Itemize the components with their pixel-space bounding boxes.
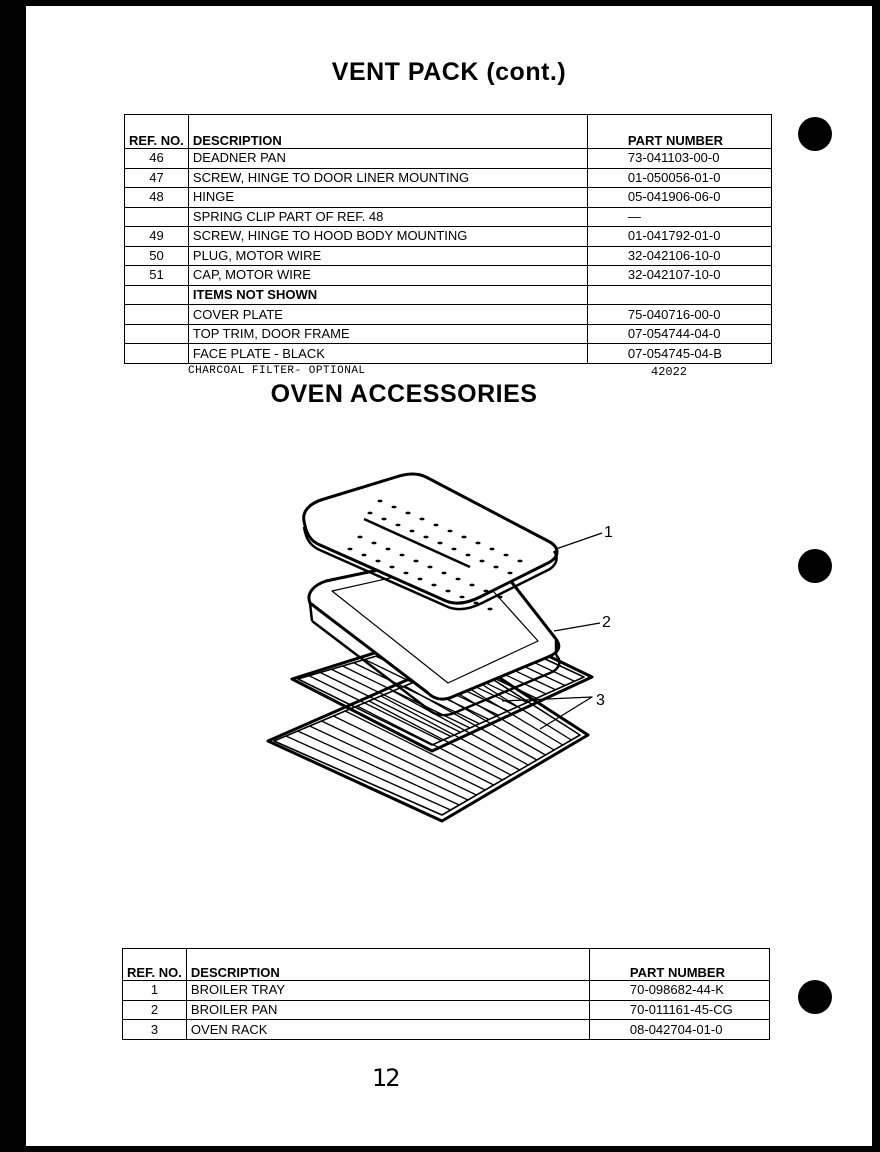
table-row [125, 227, 772, 247]
ref-no-cell: 3 [123, 1020, 187, 1040]
ref-no-cell: 51 [125, 266, 189, 286]
vent-pack-title: VENT PACK (cont.) [331, 58, 567, 86]
ref-no-cell: 49 [125, 227, 189, 247]
ref-no-cell [125, 305, 189, 325]
binder-hole [798, 549, 832, 583]
table-row [125, 188, 772, 208]
part-number-header: PART NUMBER [589, 949, 769, 981]
part-number-cell: 07-054745-04-B [587, 344, 771, 364]
table-row [125, 344, 772, 364]
ref-no-cell [125, 344, 189, 364]
part-number-cell: 73-041103-00-0 [587, 149, 771, 169]
charcoal-filter-note: CHARCOAL FILTER- OPTIONAL [188, 365, 366, 377]
description-cell: CAP, MOTOR WIRE [188, 266, 587, 286]
description-cell: BROILER TRAY [186, 981, 589, 1001]
part-number-cell: 32-042107-10-0 [587, 266, 771, 286]
ref-no-cell: 1 [123, 981, 187, 1001]
table-row [125, 246, 772, 266]
ref-no-cell [125, 207, 189, 227]
description-cell: SCREW, HINGE TO HOOD BODY MOUNTING [188, 227, 587, 247]
table-row [123, 1000, 770, 1020]
ref-no-cell: 48 [125, 188, 189, 208]
part-number-cell: 70-011161-45-CG [589, 1000, 769, 1020]
description-cell: HINGE [188, 188, 587, 208]
description-cell: PLUG, MOTOR WIRE [188, 246, 587, 266]
description-cell: SCREW, HINGE TO DOOR LINER MOUNTING [188, 168, 587, 188]
oven-accessories-illustration [256, 461, 636, 841]
ref-no-header: REF. NO. [123, 949, 187, 981]
ref-no-cell [125, 324, 189, 344]
ref-no-header: REF. NO. [125, 115, 189, 149]
table-header-row [125, 115, 772, 149]
description-cell: BROILER PAN [186, 1000, 589, 1020]
parts-page [26, 6, 872, 1146]
description-cell: TOP TRIM, DOOR FRAME [188, 324, 587, 344]
ref-no-cell [125, 285, 189, 305]
part-number-cell: 05-041906-06-0 [587, 188, 771, 208]
part-number-cell: 75-040716-00-0 [587, 305, 771, 325]
description-header: DESCRIPTION [188, 115, 587, 149]
description-cell: COVER PLATE [188, 305, 587, 325]
part-number-cell [587, 285, 771, 305]
vent-pack-parts-table [124, 114, 772, 364]
description-cell: SPRING CLIP PART OF REF. 48 [188, 207, 587, 227]
description-header: DESCRIPTION [186, 949, 589, 981]
binder-hole [798, 980, 832, 1014]
page-number: 12 [372, 1064, 399, 1092]
table-row [123, 1020, 770, 1040]
part-number-header: PART NUMBER [587, 115, 771, 149]
ref-no-cell: 2 [123, 1000, 187, 1020]
table-header-row [123, 949, 770, 981]
part-number-cell: 07-054744-04-0 [587, 324, 771, 344]
oven-accessories-parts-table [122, 948, 770, 1040]
table-row [125, 207, 772, 227]
table-row [125, 266, 772, 286]
part-number-cell: 01-041792-01-0 [587, 227, 771, 247]
ref-no-cell: 46 [125, 149, 189, 169]
callout-2: 2 [602, 614, 611, 631]
part-number-cell: 32-042106-10-0 [587, 246, 771, 266]
description-cell: ITEMS NOT SHOWN [188, 285, 587, 305]
callout-3: 3 [596, 692, 605, 709]
table-row [125, 305, 772, 325]
charcoal-filter-part-number: 42022 [651, 365, 688, 379]
table-row [125, 285, 772, 305]
table-row [123, 981, 770, 1001]
table-row [125, 324, 772, 344]
description-cell: FACE PLATE - BLACK [188, 344, 587, 364]
part-number-cell: — [587, 207, 771, 227]
callout-1: 1 [604, 524, 613, 541]
oven-accessories-title: OVEN ACCESSORIES [270, 380, 538, 408]
ref-no-cell: 50 [125, 246, 189, 266]
binder-hole [798, 117, 832, 151]
part-number-cell: 70-098682-44-K [589, 981, 769, 1001]
ref-no-cell: 47 [125, 168, 189, 188]
description-cell: DEADNER PAN [188, 149, 587, 169]
description-cell: OVEN RACK [186, 1020, 589, 1040]
table-row [125, 168, 772, 188]
part-number-cell: 01-050056-01-0 [587, 168, 771, 188]
part-number-cell: 08-042704-01-0 [589, 1020, 769, 1040]
table-row [125, 149, 772, 169]
